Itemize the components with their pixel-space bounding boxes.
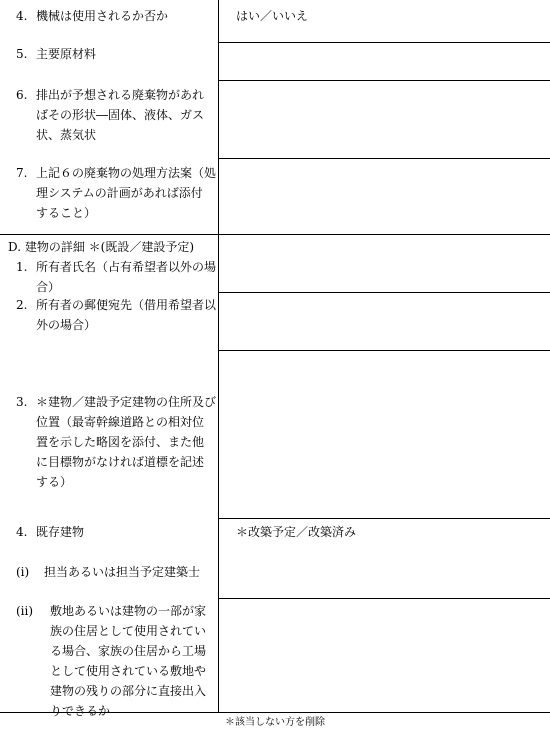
item-number: 4. bbox=[16, 525, 28, 539]
answer-yes-no: はい／いいえ bbox=[236, 9, 309, 23]
row-divider-d3 bbox=[218, 518, 550, 519]
item-q5-main-materials bbox=[16, 44, 96, 64]
row-divider-q4 bbox=[218, 42, 550, 43]
item-number: (ii) bbox=[16, 604, 34, 618]
item-number: (i) bbox=[16, 565, 30, 579]
item-d1-owner-name bbox=[16, 257, 216, 297]
row-divider-q5 bbox=[218, 80, 550, 81]
item-number: 5. bbox=[16, 47, 28, 61]
item-text: 位置（最寄幹線道路との相対位 bbox=[36, 415, 205, 429]
item-text: 主要原材料 bbox=[36, 47, 97, 61]
item-text: 排出が予想される廃棄物があれ bbox=[36, 88, 205, 102]
item-text: りできるか bbox=[50, 704, 111, 718]
item-text: 族の住居として使用されてい bbox=[50, 624, 207, 638]
item-d4-existing-building bbox=[16, 522, 84, 542]
item-text: すること） bbox=[36, 206, 97, 220]
item-text: 機械は使用されるか否か bbox=[36, 9, 169, 23]
item-text: る場合、家族の住居から工場 bbox=[50, 644, 207, 658]
item-d3-building-location bbox=[16, 392, 216, 492]
item-number: 6. bbox=[16, 88, 28, 102]
item-number: 2. bbox=[16, 298, 28, 312]
row-divider-d4i bbox=[218, 598, 550, 599]
row-divider-d1 bbox=[218, 292, 550, 293]
footnote: ＊該当しない方を削除 bbox=[225, 717, 325, 728]
item-number: 4. bbox=[16, 9, 28, 23]
item-text: 置を示した略図を添付、また他 bbox=[36, 435, 205, 449]
item-text: ＊建物／建設予定建物の住所及び bbox=[36, 395, 217, 409]
item-text: 理システムの計画があれば添付 bbox=[36, 186, 203, 200]
item-q6-waste-form bbox=[16, 85, 204, 145]
item-text: として使用されている敷地や bbox=[50, 664, 207, 678]
item-number: 7. bbox=[16, 166, 28, 180]
item-number: 1. bbox=[16, 260, 28, 274]
column-divider bbox=[218, 0, 219, 712]
answer-renovation: ＊改築予定／改築済み bbox=[236, 525, 357, 539]
row-divider-section-c bbox=[0, 234, 550, 235]
row-divider-d2 bbox=[218, 350, 550, 351]
item-text: 敷地あるいは建物の一部が家 bbox=[50, 604, 207, 618]
item-text: 建物の残りの部分に直接出入 bbox=[50, 684, 207, 698]
item-text: 担当あるいは担当予定建築士 bbox=[44, 565, 201, 579]
item-q4-machine-used bbox=[16, 6, 168, 26]
item-text: ばその形状―固体、液体、ガス bbox=[36, 108, 205, 122]
item-text: 状、蒸気状 bbox=[36, 128, 97, 142]
item-text: 所有者の郵便宛先（借用希望者以 bbox=[36, 298, 217, 312]
item-text: する） bbox=[36, 475, 73, 489]
row-divider-q6 bbox=[218, 158, 550, 159]
item-text: 合） bbox=[36, 280, 61, 294]
item-text: 外の場合） bbox=[36, 318, 97, 332]
item-text: 上記６の廃棄物の処理方法案（処 bbox=[36, 166, 217, 180]
item-d4-i-architect bbox=[16, 562, 200, 582]
item-text: に目標物がなければ道標を記述 bbox=[36, 455, 205, 469]
item-d4-ii-access bbox=[16, 601, 206, 721]
item-text: 所有者氏名（占有希望者以外の場 bbox=[36, 260, 217, 274]
item-q7-waste-treatment bbox=[16, 163, 216, 223]
item-text: 既存建物 bbox=[36, 525, 85, 539]
item-d2-owner-address bbox=[16, 295, 216, 335]
item-number: 3. bbox=[16, 395, 28, 409]
section-d-heading: D. 建物の詳細 ＊(既設／建設予定) bbox=[8, 240, 195, 254]
